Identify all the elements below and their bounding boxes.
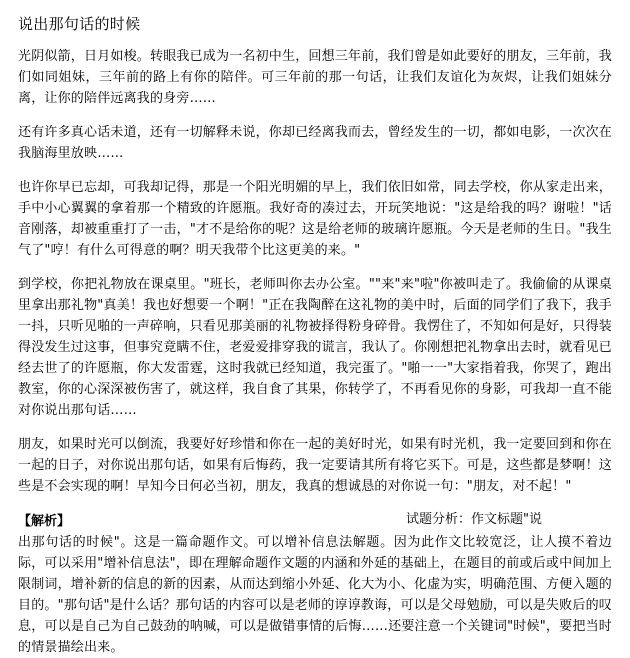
analysis-intro-text: 试题分析：作文标题"说 <box>406 512 542 527</box>
essay-paragraph: 还有许多真心话未道，还有一切解释未说，你却已经离我而去，曾经发生的一切，都如电影，一次次在我脑海里放映…… <box>18 125 613 161</box>
analysis-header <box>18 510 612 530</box>
analysis-label: 【解析】 <box>18 514 71 529</box>
essay-paragraph: 光阴似箭，日月如梭。转眼我已成为一名初中生，回想三年前，我们曾是如此要好的朋友，三年前，我们如同姐妹，三年前的路上有你的陪伴。可三年前的那一句话，让我们友谊化为灰烬，让我们姐妹分离，让你的陪伴远离我的身旁…… <box>18 49 613 106</box>
essay-paragraph: 朋友，如果时光可以倒流，我要好好珍惜和你在一起的美好时光，如果有时光机，我一定要回到和你在一起的日子，对你说出那句话，如果有后悔药，我一定要请其所有将它买下。可是，这些都是梦啊！这些是不会实现的啊！早知今日何必当初，朋友，我真的想诚恳的对你说一句："朋友，对不起！" <box>18 437 613 494</box>
page-title: 说出那句话的时候 <box>18 15 141 33</box>
essay-paragraph: 到学校，你把礼物放在课桌里。"班长，老师叫你去办公室。""来"来"啦"你被叫走了。我偷偷的从课桌里拿出那礼物"真美！我也好想要一个啊！"正在我陶醉在这礼物的美中时，后面的同学们了我下，我手一抖，只听见啪的一声碎响，只看见那美丽的礼物被择得粉身碎骨。我愣住了，不知如何是好，只得装得没发生过这事，但事究竟瞒不住，老爱爱排穿我的谎言，我认了。你刚想把礼物拿出去时，就看见已经去世了的许愿瓶，你大发雷霆，这时我就已经知道，我完蛋了。"啪一一"大家指着我，你哭了，跑出教室，你的心深深被伤害了，就这样，我自食了其果，你转学了，不再看见你的身影，可我却一直不能对你说出那句话…… <box>18 277 613 418</box>
essay-paragraph: 也许你早已忘却，可我却记得，那是一个阳光明媚的早上，我们依旧如常，同去学校，你从家走出来，手中小心翼翼的拿着那一个精致的许愿瓶。我好奇的凑过去，开玩笑地说："这是给我的吗？谢啦！"话音刚落，却被重重打了一击，"才不是给你的呢？这是给老师的玻璃许愿瓶。今天是老师的生日。"我生气了"哼！有什么可得意的啊？明天我带个比这更美的来。" <box>18 180 613 258</box>
analysis-body: 出那句话的时候"。这是一篇命题作文。可以增补信息法解题。因为此作文比较宽泛，让人摸不着边际，可以采用"增补信息法"，即在理解命题作文题的内涵和外延的基础上，在题目的前或后或中间加上限制词，增补新的信息的新的因素，从而达到缩小外延、化大为小、化虚为实，明确范围、方便入题的目的。"那句话"是什么话？那句话的内容可以是老师的谆谆教诲，可以是父母勉励，可以是失败后的叹息，可以是自己为自己鼓劲的呐喊，可以是做错事情的后悔……还要注意一个关键词"时候"，要把当时的情景描绘出来。 <box>18 535 613 655</box>
